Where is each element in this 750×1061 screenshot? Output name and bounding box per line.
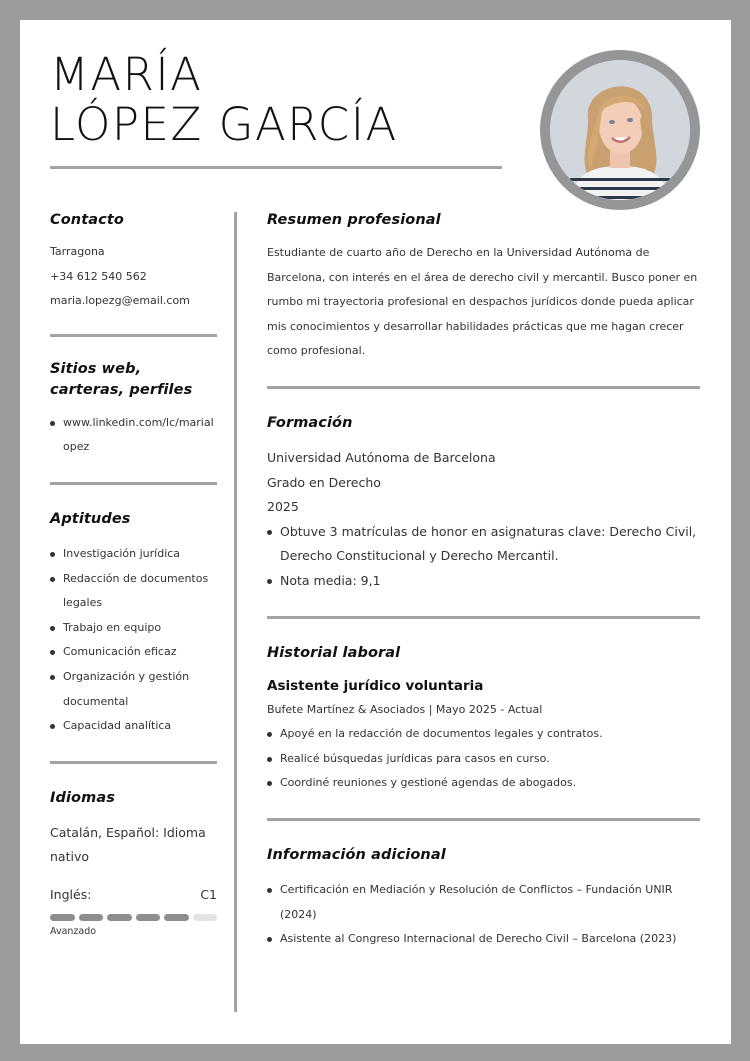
contact-city: Tarragona: [50, 245, 105, 258]
skills-section: [50, 509, 217, 764]
level-segment-filled: [164, 914, 189, 921]
native-languages: Catalán, Español: Idioma nativo: [50, 824, 206, 865]
skill-item: Capacidad analítica: [50, 714, 217, 739]
contact-phone[interactable]: +34 612 540 562: [50, 269, 147, 283]
skills-title: Aptitudes: [50, 510, 131, 527]
education-degree: Grado en Derecho: [267, 474, 381, 490]
resume-page: [20, 20, 731, 1044]
education-bullets: [267, 520, 700, 594]
summary-section: [267, 210, 700, 389]
additional-bullets: [267, 878, 700, 952]
job-position: Asistente jurídico voluntaria: [267, 677, 484, 694]
main-content: [267, 210, 700, 952]
job-meta: Bufete Martínez & Asociados | Mayo 2025 - Actual: [267, 702, 543, 716]
job-bullet: Apoyé en la redacción de documentos legales y contratos.: [267, 722, 700, 747]
language-name: Inglés:: [50, 886, 92, 902]
level-segment-filled: [107, 914, 132, 921]
section-divider: [267, 818, 700, 821]
language-row: [50, 883, 217, 908]
header-divider: [50, 166, 502, 169]
education-bullet: Nota media: 9,1: [267, 569, 700, 594]
work-section: [267, 643, 700, 821]
websites-list: [50, 411, 217, 460]
language-level-code: C1: [200, 886, 217, 902]
summary-title: Resumen profesional: [267, 212, 441, 228]
section-divider: [50, 482, 217, 485]
section-divider: [267, 616, 700, 619]
level-segment-filled: [79, 914, 104, 921]
contact-title: Contacto: [50, 212, 124, 228]
education-year: 2025: [267, 499, 299, 515]
summary-text: Estudiante de cuarto año de Derecho en la Universidad Autónoma de Barcelona, con interés en el área de derecho civil y mercantil. Busco poner en rumbo mi trayectoria profesional en despachos jurídicos donde pueda aplicar mis conocimientos y desarrollar habilidades prácticas que me hagan crecer como profesional.: [267, 246, 698, 358]
section-divider: [50, 334, 217, 337]
language-level-bar: [50, 914, 217, 921]
level-segment-filled: [50, 914, 75, 921]
last-name: LÓPEZ GARCÍA: [50, 98, 398, 151]
websites-section: [50, 359, 217, 485]
portrait-photo-icon: [550, 60, 690, 200]
section-divider: [50, 761, 217, 764]
section-divider: [267, 386, 700, 389]
column-divider: [234, 212, 237, 1012]
skill-item: Redacción de documentos legales: [50, 567, 217, 616]
skill-item: Investigación jurídica: [50, 542, 217, 567]
skill-item: Comunicación eficaz: [50, 640, 217, 665]
skill-item: Organización y gestión documental: [50, 665, 217, 714]
level-segment-empty: [193, 914, 218, 921]
additional-bullet: Certificación en Mediación y Resolución de Conflictos – Fundación UNIR (2024): [267, 878, 700, 927]
first-name: MARÍA: [50, 48, 203, 101]
skill-item: Trabajo en equipo: [50, 616, 217, 641]
level-segment-filled: [136, 914, 161, 921]
profile-photo: [540, 50, 700, 210]
job-bullets: [267, 722, 700, 796]
skills-list: [50, 542, 217, 739]
contact-section: [50, 210, 217, 337]
candidate-name: [50, 50, 398, 150]
job-bullet: Coordiné reuniones y gestioné agendas de abogados.: [267, 771, 700, 796]
education-title: Formación: [267, 414, 353, 431]
language-level-label: Avanzado: [50, 925, 97, 937]
languages-title: Idiomas: [50, 789, 115, 806]
website-link[interactable]: www.linkedin.com/lc/marialopez: [50, 411, 217, 460]
education-institution: Universidad Autónoma de Barcelona: [267, 449, 496, 465]
additional-bullet: Asistente al Congreso Internacional de Derecho Civil – Barcelona (2023): [267, 927, 700, 952]
education-section: [267, 413, 700, 619]
contact-email[interactable]: maria.lopezg@email.com: [50, 294, 190, 308]
languages-section: [50, 788, 217, 940]
additional-title: Información adicional: [267, 846, 446, 863]
education-bullet: Obtuve 3 matrículas de honor en asignaturas clave: Derecho Civil, Derecho Constitucional y Derecho Mercantil.: [267, 520, 700, 569]
websites-title: Sitios web, carteras, perfiles: [50, 360, 193, 398]
additional-section: [267, 845, 700, 952]
work-title: Historial laboral: [267, 644, 401, 661]
job-bullet: Realicé búsquedas jurídicas para casos en curso.: [267, 747, 700, 772]
sidebar: [50, 210, 217, 940]
